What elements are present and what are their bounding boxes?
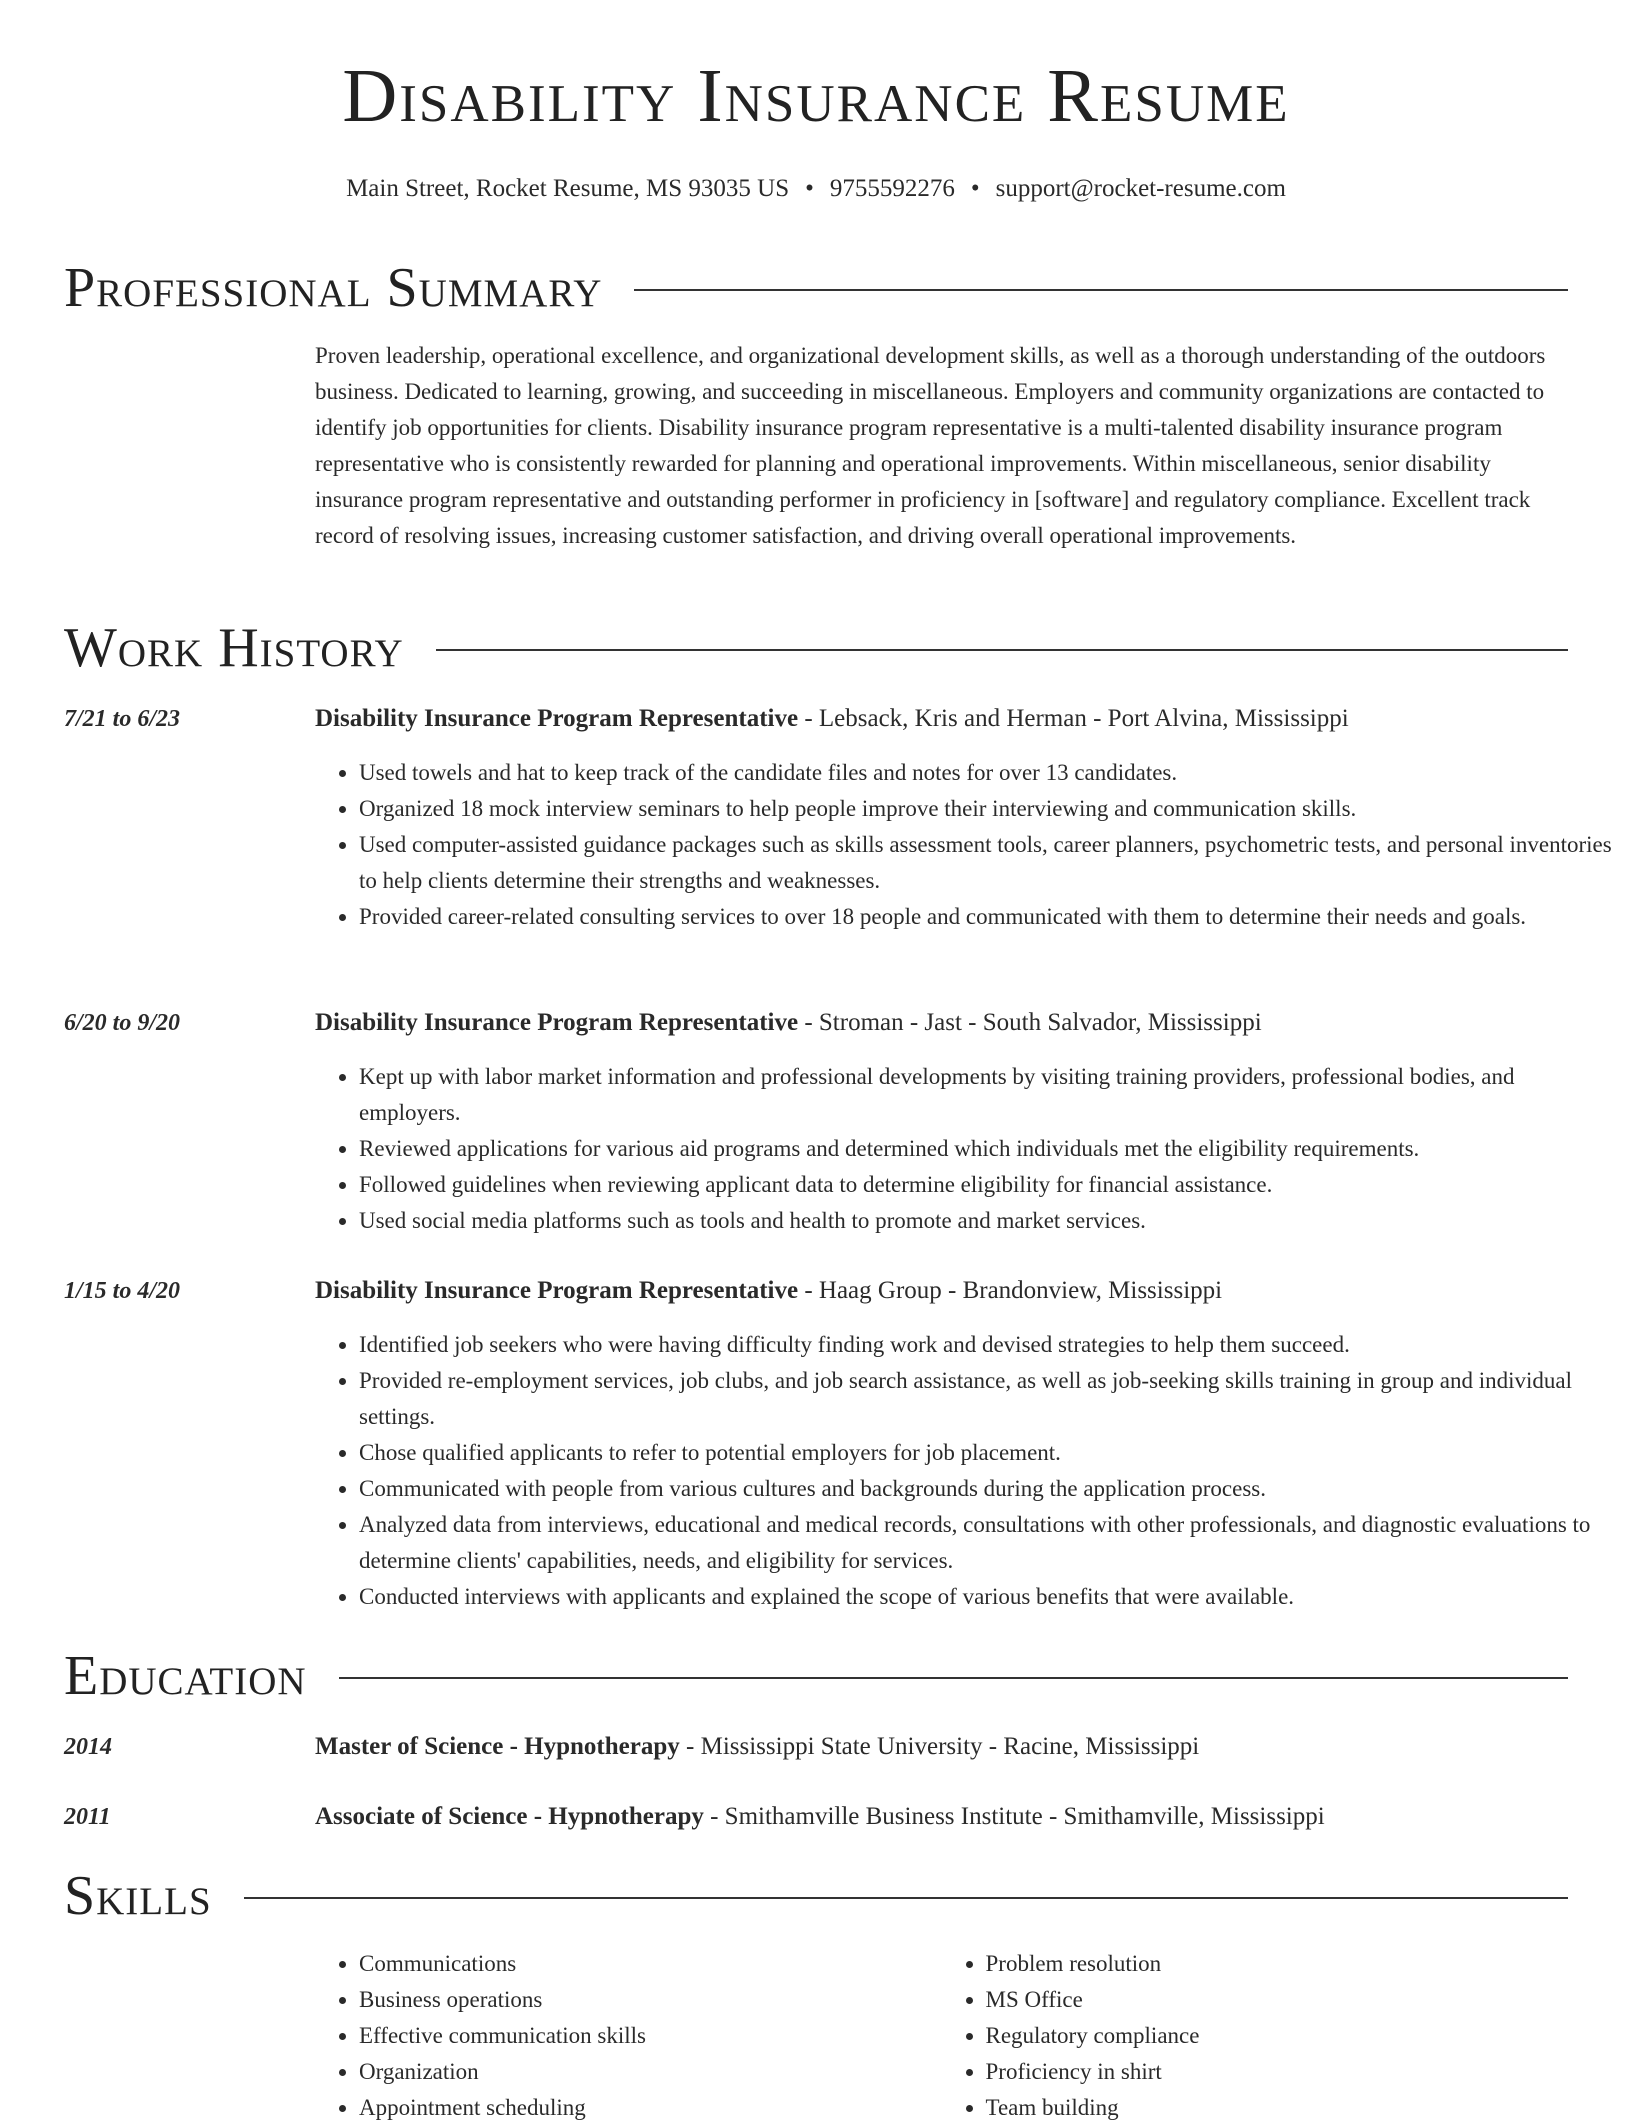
job-bullets: [315, 1059, 1612, 1239]
separator: •: [805, 175, 814, 202]
job-company: - Haag Group - Brandonview, Mississippi: [798, 1277, 1223, 1304]
section-title: Professional Summary: [64, 257, 603, 319]
skill-item: • Appointment scheduling: [359, 2090, 942, 2126]
job-bullet: • Communicated with people from various cultures and backgrounds during the application process.: [359, 1471, 1612, 1507]
job-bullet: • Provided career-related consulting services to over 18 people and communicated with them to determine their needs and goals.: [359, 899, 1612, 935]
skills-list: [315, 1946, 1568, 2126]
job-bullet: • Organized 18 mock interview seminars to help people improve their interviewing and communication skills.: [359, 791, 1612, 827]
skill-item: • Communications: [359, 1946, 942, 1982]
job-role: Disability Insurance Program Representative: [315, 1277, 799, 1304]
skill-item: • Organization: [359, 2054, 942, 2090]
job-bullet: • Analyzed data from interviews, educational and medical records, consultations with other professionals, and diagnostic evaluations to determine clients' capabilities, needs, and eligibility for services.: [359, 1507, 1612, 1579]
skill-item: • Regulatory compliance: [986, 2018, 1569, 2054]
job-dates: 6/20 to 9/20: [64, 1010, 181, 1036]
job-headline: [315, 1005, 1568, 1041]
summary-text: Proven leadership, operational excellence, and organizational development skills, as well as a thorough understanding of the outdoors business. Dedicated to learning, growing, and succeeding in miscellaneous. Employers and community organizations are contacted to identify job opportunities for clients. Disability insurance program representative is a multi-talented disability insurance program representative who is consistently rewarded for planning and operational improvements. Within miscellaneous, senior disability insurance program representative and outstanding performer in proficiency in [software] and regulatory compliance. Excellent track record of resolving issues, increasing customer satisfaction, and driving overall operational improvements.: [315, 343, 1546, 548]
skill-item: • Business operations: [359, 1982, 942, 2018]
skill-item: • Problem resolution: [986, 1946, 1569, 1982]
skill-item: • Proficiency in shirt: [986, 2054, 1569, 2090]
job-bullet: • Used towels and hat to keep track of the candidate files and notes for over 13 candidates.: [359, 755, 1612, 791]
separator: •: [970, 175, 980, 202]
education-year: 2014: [64, 1734, 112, 1760]
section-divider: [244, 1897, 1568, 1899]
job-bullet: • Used computer-assisted guidance packages such as skills assessment tools, career planners, psychometric tests, and personal inventories to help clients determine their strengths and weaknesses.: [359, 827, 1612, 899]
job-bullet: • Followed guidelines when reviewing applicant data to determine eligibility for financial assistance.: [359, 1167, 1612, 1203]
phone: 9755592276: [829, 175, 955, 202]
section-divider: [634, 289, 1568, 291]
job-bullet: • Reviewed applications for various aid programs and determined which individuals met the eligibility requirements.: [359, 1131, 1612, 1167]
skill-item: • MS Office: [986, 1982, 1569, 2018]
resume-title: Disability Insurance Resume: [342, 54, 1290, 138]
section-title: Skills: [64, 1865, 212, 1927]
skill-item: • Team building: [986, 2090, 1569, 2126]
section-header-skills: [64, 1865, 1568, 1927]
skill-item: • Effective communication skills: [359, 2018, 942, 2054]
address: Main Street, Rocket Resume, MS 93035 US: [346, 175, 790, 202]
education-headline: [315, 1799, 1568, 1835]
job-bullet: • Identified job seekers who were having difficulty finding work and devised strategies to help them succeed.: [359, 1327, 1612, 1363]
job-bullet: • Conducted interviews with applicants and explained the scope of various benefits that were available.: [359, 1579, 1612, 1615]
email: support@rocket-resume.com: [995, 175, 1286, 202]
job-company: - Lebsack, Kris and Herman - Port Alvina, Mississippi: [798, 705, 1349, 732]
job-bullets: [315, 1327, 1612, 1615]
contact-line: [64, 175, 1568, 203]
section-divider: [436, 649, 1568, 651]
job-headline: [315, 701, 1568, 737]
job-headline: [315, 1273, 1568, 1309]
section-divider: [339, 1677, 1568, 1679]
job-bullets: [315, 755, 1612, 935]
section-header-work-history: [64, 617, 1568, 679]
section-header-education: [64, 1645, 1568, 1707]
job-dates: 7/21 to 6/23: [64, 706, 181, 732]
job-bullet: • Chose qualified applicants to refer to potential employers for job placement.: [359, 1435, 1612, 1471]
section-header-summary: [64, 257, 1568, 319]
job-bullet: • Kept up with labor market information and professional developments by visiting training providers, professional bodies, and employers.: [359, 1059, 1612, 1131]
education-headline: [315, 1729, 1568, 1765]
skills-column-left: [315, 1946, 942, 2126]
job-role: Disability Insurance Program Representative: [315, 705, 799, 732]
education-school: - Mississippi State University - Racine, Mississippi: [679, 1733, 1200, 1760]
education-school: - Smithamville Business Institute - Smithamville, Mississippi: [703, 1803, 1325, 1830]
section-title: Education: [64, 1645, 307, 1707]
skills-column-right: [942, 1946, 1569, 2126]
job-company: - Stroman - Jast - South Salvador, Mississippi: [798, 1009, 1262, 1036]
job-bullet: • Provided re-employment services, job clubs, and job search assistance, as well as job-seeking skills training in group and individual settings.: [359, 1363, 1612, 1435]
job-role: Disability Insurance Program Representative: [315, 1009, 799, 1036]
education-degree: Master of Science - Hypnotherapy: [315, 1733, 680, 1760]
section-title: Work History: [64, 617, 404, 679]
job-dates: 1/15 to 4/20: [64, 1278, 181, 1304]
education-degree: Associate of Science - Hypnotherapy: [315, 1803, 704, 1830]
education-year: 2011: [64, 1804, 111, 1830]
job-bullet: • Used social media platforms such as tools and health to promote and market services.: [359, 1203, 1612, 1239]
